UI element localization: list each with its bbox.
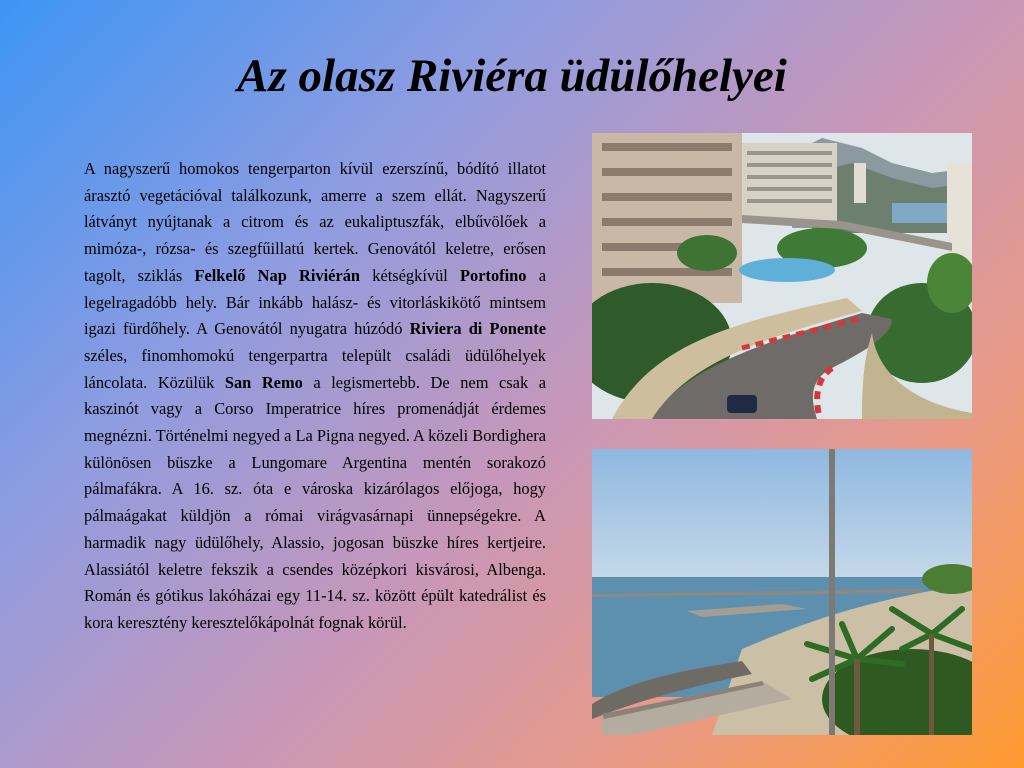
paragraph-segment: kétségkívül: [360, 265, 461, 285]
paragraph-segment: széles, finomhomokú tengerpartra települt családi üdülőhelyek láncolata. Közülük: [84, 345, 546, 392]
highlighted-place-name: Portofino: [460, 265, 527, 285]
paragraph-segment: A nagyszerű homokos tengerparton kívül ezerszínű, bódító illatot árasztó vegetációval találkozunk, amerre a szem ellát. Nagyszerű látványt nyújtanak a citrom és az eukaliptuszfák, elbűvölőek a mimóza-, rózsa- és szegfűillatú kertek. Genovától keletre, erősen tagolt, sziklás: [84, 159, 546, 285]
photo-beach-palms: [592, 449, 972, 735]
body-paragraph: [84, 156, 546, 637]
highlighted-place-name: Felkelő Nap Riviérán: [194, 265, 361, 285]
highlighted-place-name: Riviera di Ponente: [409, 319, 546, 339]
slide-title: Az olasz Riviéra üdülőhelyei: [237, 50, 787, 102]
paragraph-segment: a legelragadóbb hely. Bár inkább halász- és vitorláskikötő mintsem igazi fürdőhely. A Genovától nyugatra húzódó: [84, 265, 546, 339]
paragraph-segment: a legismertebb. De nem csak a kaszinót vagy a Corso Imperatrice híres promenádját érdemes megnézni. Történelmi negyed a La Pigna negyed. A közeli Bordighera különösen büszke a Lungomare Argentina mentén sorakozó pálmafákra. A 16. sz. óta e városka kizárólagos előjoga, hogy pálmaágakat küldjön a római virágvasárnapi ünnepségekre. A harmadik nagy üdülőhely, Alassio, jogosan büszke híres kertjeire. Alassiától keletre fekszik a csendes középkori kisvárosi, Albenga. Román és gótikus lakóházai egy 11-14. sz. között épült katedrálist és kora keresztény keresztelőkápolnát fognak körül.: [84, 372, 546, 632]
highlighted-place-name: San Remo: [224, 372, 303, 392]
photo-coastal-road-resort: [592, 133, 972, 419]
